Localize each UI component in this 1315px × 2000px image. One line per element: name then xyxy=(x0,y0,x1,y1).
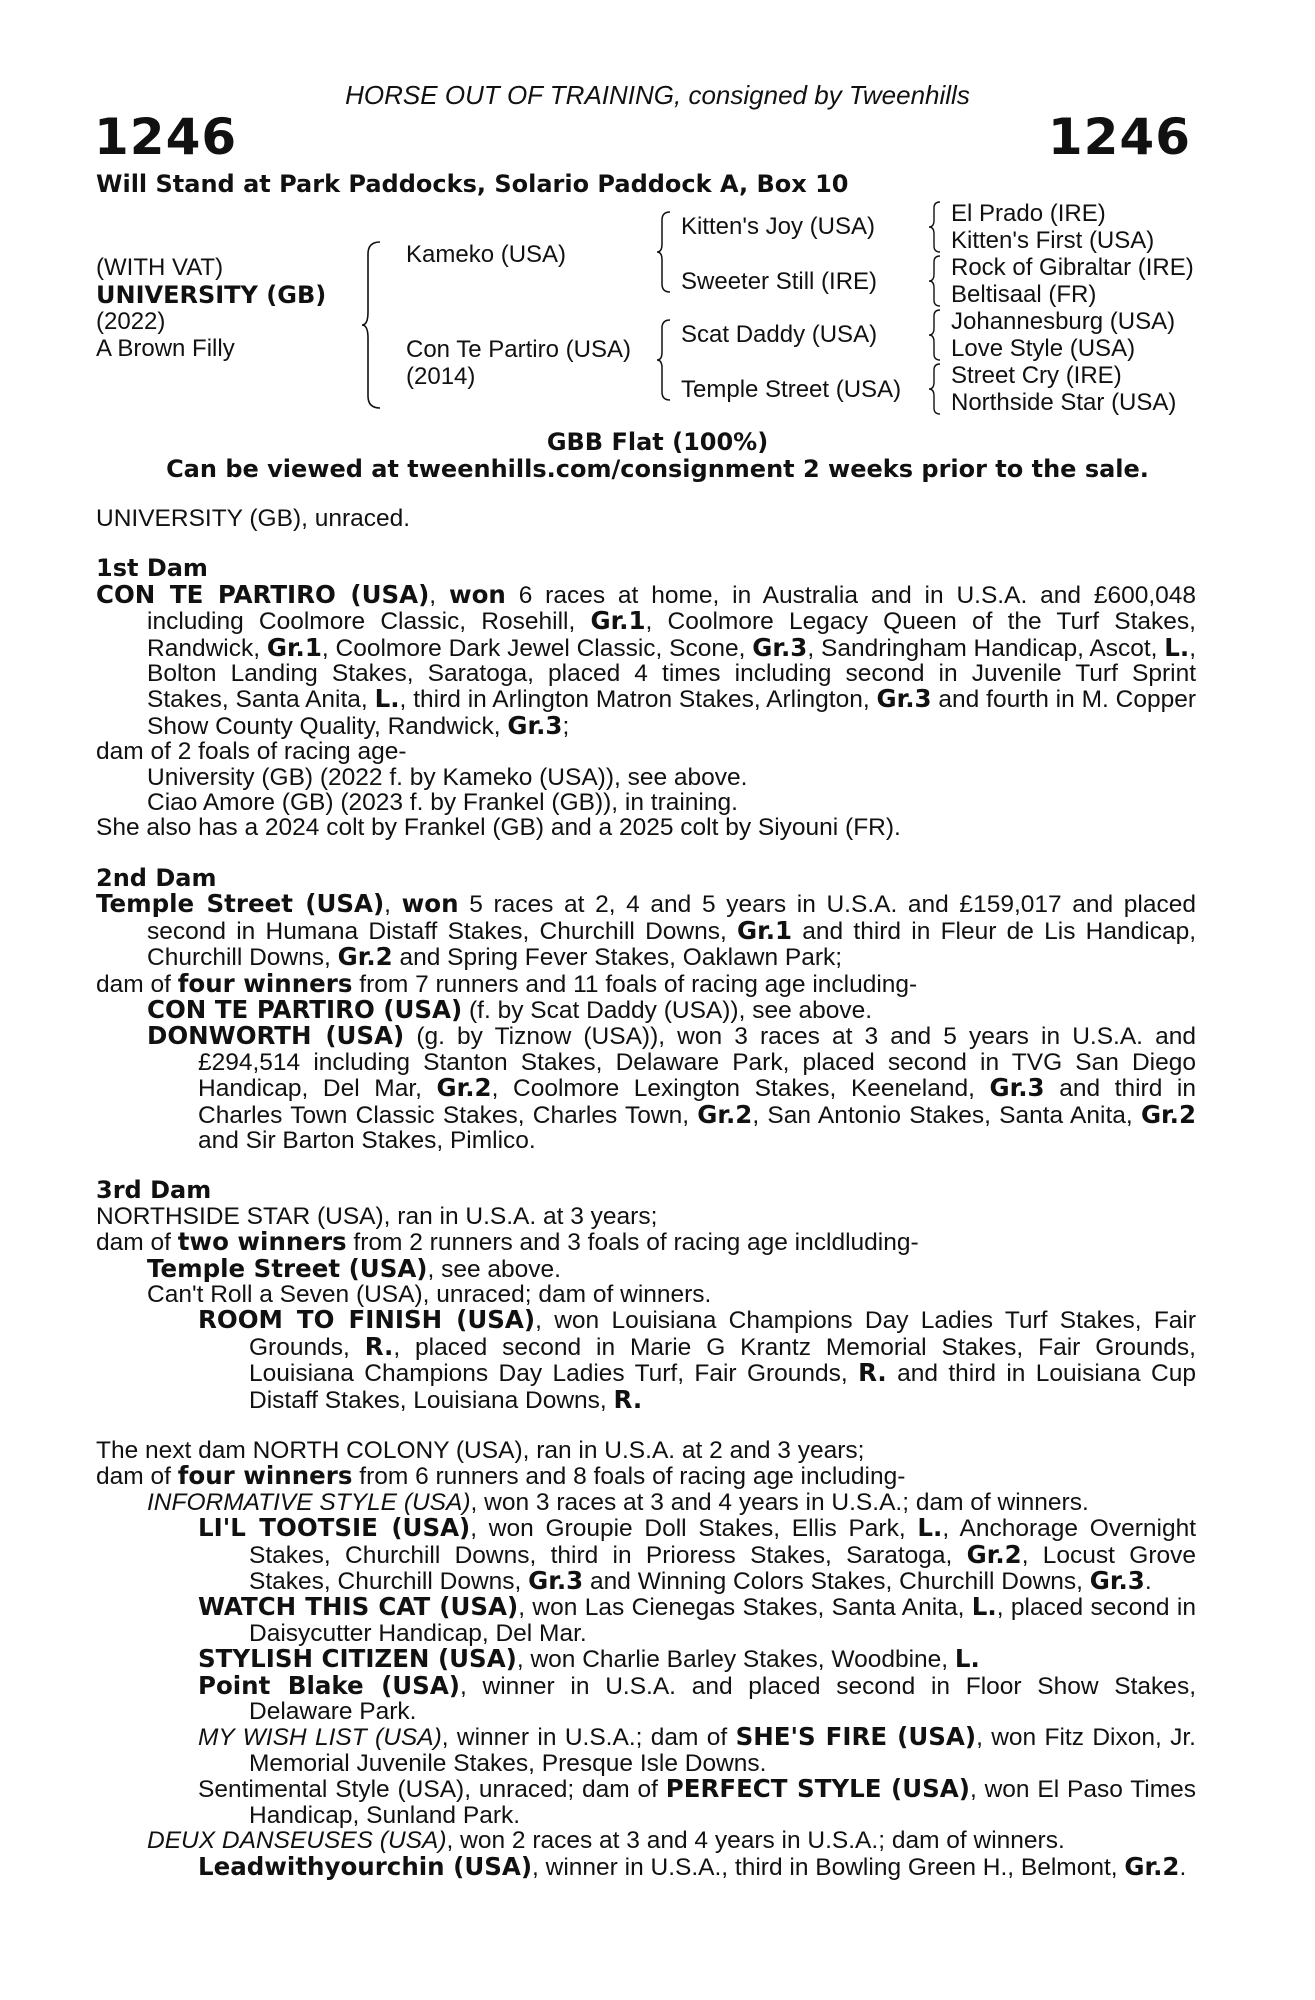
sire: Kameko (USA) xyxy=(406,241,567,268)
dam4-progeny-6-name: MY WISH LIST (USA) xyxy=(198,1724,442,1752)
race-text: , placed second in Marie G Krantz Memorial Stakes, Fair Grounds, Louisiana Champions Day Ladies Turf, Fair Grounds, xyxy=(249,1333,1196,1388)
dam1-also: She also has a 2024 colt by Frankel (GB) and a 2025 colt by Siyouni (FR). xyxy=(96,814,901,842)
race-text: and Winning Colors Stakes, Churchill Downs, xyxy=(583,1568,1090,1596)
race-text: , Sandringham Handicap, Ascot, xyxy=(807,634,1165,662)
dam4-line1: The next dam NORTH COLONY (USA), ran in U.S.A. at 2 and 3 years; xyxy=(96,1437,865,1464)
race-text: , third in Arlington Matron Stakes, Arlington, xyxy=(399,686,877,714)
race-text: . xyxy=(1144,1568,1152,1596)
dam4-progeny-9 xyxy=(96,1851,1196,1881)
dam4-progeny-4-text xyxy=(517,1646,980,1673)
dam3-heading: 3rd Dam xyxy=(96,1176,212,1205)
dam3-progeny-3-name: ROOM TO FINISH (USA) xyxy=(198,1305,536,1335)
lot-number-left: 1246 xyxy=(94,108,238,166)
pedigree-brace-main xyxy=(360,240,384,410)
race-text: 6 races at home, in Australia and in U.S.A. and £600,048 including Coolmore Classic, Rosehill, xyxy=(147,581,1196,636)
race-text: 5 races at 2, 4 and 5 years in U.S.A. and £159,017 and placed second in Humana Distaff Stakes, Churchill Downs, xyxy=(147,891,1196,945)
dam2-dam-of xyxy=(96,968,1196,998)
grandsire-2: Scat Daddy (USA) xyxy=(681,321,878,348)
race-grade: Gr.2 xyxy=(337,942,393,972)
race-grade: Gr.2 xyxy=(697,1099,753,1129)
dam2-record: Temple Street (USA), won 5 races at 2, 4 and 5 years in U.S.A. and £159,017 and placed second in Humana Distaff Stakes, Churchill Downs, Gr.1 and third in Fleur de Lis Handicap, Churchill Downs, Gr.2 and Spring Fever Stakes, Oaklawn Park; xyxy=(96,889,1196,972)
race-text: , Coolmore Legacy Queen of the Turf Stakes, Randwick, xyxy=(147,608,1196,662)
dam4-progeny-2 xyxy=(96,1515,1196,1594)
pedigree-brace-gg4 xyxy=(928,362,944,416)
dam2-progeny-1-name: CON TE PARTIRO (USA) xyxy=(147,994,463,1024)
granddam-2: Temple Street (USA) xyxy=(681,376,902,403)
race-grade: Gr.3 xyxy=(876,684,932,714)
race-text: and third in Charles Town Classic Stakes, Charles Town, xyxy=(198,1075,1196,1129)
dam4-progeny-2-name: LI'L TOOTSIE (USA) xyxy=(198,1513,471,1543)
dam4-progeny-9-grade: Gr.2 xyxy=(1124,1851,1180,1881)
dam4-progeny-5 xyxy=(96,1670,1196,1726)
race-text: and Spring Fever Stakes, Oaklawn Park; xyxy=(392,944,843,972)
dam4-progeny-8-name: DEUX DANSEUSES (USA) xyxy=(147,1827,447,1855)
dam1-foal-1: University (GB) (2022 f. by Kameko (USA)), see above. xyxy=(147,763,748,791)
dam3-winners: two winners xyxy=(177,1227,347,1257)
dam4-progeny-8-text: , won 2 races at 3 and 4 years in U.S.A.; dam of winners. xyxy=(446,1827,1065,1855)
dam4-progeny-1-text: , won 3 races at 3 and 4 years in U.S.A.; dam of winners. xyxy=(470,1488,1089,1516)
dam4-progeny-4-name: STYLISH CITIZEN (USA) xyxy=(198,1644,517,1674)
great-grandparent-5: Johannesburg (USA) xyxy=(951,308,1176,335)
race-text: , placed second in Daisycutter Handicap, Del Mar. xyxy=(249,1594,1196,1647)
dam2-progeny-2-name: DONWORTH (USA) xyxy=(147,1021,405,1051)
pedigree-brace-gg2 xyxy=(928,254,944,308)
dam1-dam-of: dam of 2 foals of racing age- xyxy=(96,738,407,766)
race-grade: Gr.3 xyxy=(752,632,808,662)
dam4-dam-of xyxy=(96,1463,1196,1489)
dam4-dam-of-post: from 6 runners and 8 foals of racing age including- xyxy=(352,1463,906,1491)
dam4-progeny-9-text2: . xyxy=(1179,1853,1187,1881)
race-grade: R. xyxy=(858,1358,887,1388)
dam4-progeny-1-name: INFORMATIVE STYLE (USA) xyxy=(147,1488,471,1516)
gbb-status: GBB Flat (100%) xyxy=(546,428,769,456)
great-grandparent-4: Beltisaal (FR) xyxy=(951,281,1097,308)
dam4-progeny-5-text: , winner in U.S.A. and placed second in Floor Show Stakes, Delaware Park. xyxy=(249,1672,1196,1726)
race-grade: Gr.2 xyxy=(1140,1099,1196,1129)
dam4-progeny-3 xyxy=(96,1594,1196,1646)
dam1-won: won xyxy=(448,579,506,609)
viewing-note: Can be viewed at tweenhills.com/consignment 2 weeks prior to the sale. xyxy=(166,455,1149,483)
dam4-progeny-4 xyxy=(96,1646,1196,1672)
great-grandparent-8: Northside Star (USA) xyxy=(951,389,1177,416)
dam4-progeny-3-name: WATCH THIS CAT (USA) xyxy=(198,1592,519,1622)
race-text: , Coolmore Lexington Stakes, Keeneland, xyxy=(491,1075,990,1103)
dam4-progeny-1 xyxy=(96,1490,1196,1515)
dam2-progeny-2 xyxy=(96,1023,1196,1153)
dam3-progeny-1-text: , see above. xyxy=(427,1255,561,1283)
dam3-progeny-3 xyxy=(96,1307,1196,1413)
dam3-dam-of-post: from 2 runners and 3 foals of racing age incldluding- xyxy=(346,1229,919,1257)
race-text: and fourth in M. Copper Show County Quality, Randwick, xyxy=(147,686,1197,740)
dam4-progeny-7-text2: , won El Paso Times Handicap, Sunland Park. xyxy=(249,1776,1197,1829)
race-text: , Coolmore Dark Jewel Classic, Scone, xyxy=(321,634,753,662)
lot-number-right: 1246 xyxy=(1047,108,1191,166)
race-text: and Sir Barton Stakes, Pimlico. xyxy=(198,1126,536,1154)
granddam-1: Sweeter Still (IRE) xyxy=(681,268,878,295)
dam3-progeny-1 xyxy=(96,1253,1196,1283)
dam4-progeny-9-text1: , winner in U.S.A., third in Bowling Green H., Belmont, xyxy=(532,1853,1125,1881)
dam4-progeny-6-foal: SHE'S FIRE (USA) xyxy=(735,1722,977,1752)
intro-line: UNIVERSITY (GB), unraced. xyxy=(96,505,411,532)
race-text: , Locust Grove Stakes, Churchill Downs, xyxy=(249,1541,1196,1596)
race-text: (g. by Tiznow (USA)), won 3 races at 3 and 5 years in U.S.A. and £294,514 including Stanton Stakes, Delaware Park, placed second in TVG San Diego Handicap, Del Mar, xyxy=(198,1023,1196,1103)
dam1-record: CON TE PARTIRO (USA), won 6 races at home, in Australia and in U.S.A. and £600,048 including Coolmore Classic, Rosehill, Gr.1, Coolmore Legacy Queen of the Turf Stakes, Randwick, Gr.1, Coolmore Dark Jewel Classic, Scone, Gr.3, Sandringham Handicap, Ascot, L., Bolton Landing Stakes, Saratoga, placed 4 times including second in Juvenile Turf Sprint Stakes, Santa Anita, L., third in Arlington Matron Stakes, Arlington, Gr.3 and fourth in M. Copper Show County Quality, Randwick, Gr.3; xyxy=(96,579,1197,740)
horse-year: (2022) xyxy=(96,308,166,335)
dam2-name: Temple Street (USA) xyxy=(96,889,385,919)
great-grandparent-1: El Prado (IRE) xyxy=(951,200,1106,227)
great-grandparent-2: Kitten's First (USA) xyxy=(951,227,1155,254)
race-grade: L. xyxy=(917,1513,943,1543)
dam2-winners: four winners xyxy=(177,968,353,998)
pedigree-brace-dam xyxy=(656,318,674,402)
dam4-progeny-6-text2: , won Fitz Dixon, Jr. Memorial Juvenile Stakes, Presque Isle Downs. xyxy=(249,1724,1196,1777)
great-grandparent-7: Street Cry (IRE) xyxy=(951,362,1122,389)
horse-name: UNIVERSITY (GB) xyxy=(96,281,327,309)
dam3-dam-of-pre: dam of xyxy=(96,1229,178,1257)
dam3-line1: NORTHSIDE STAR (USA), ran in U.S.A. at 3 years; xyxy=(96,1202,658,1230)
dam3-progeny-1-name: Temple Street (USA) xyxy=(147,1253,428,1283)
dam2-won: won xyxy=(401,889,459,919)
race-grade: Gr.3 xyxy=(1089,1566,1145,1596)
catalogue-body xyxy=(96,506,1196,1880)
race-grade: Gr.1 xyxy=(266,632,322,662)
race-text: and third in Louisiana Cup Distaff Stakes, Louisiana Downs, xyxy=(249,1360,1196,1414)
dam2-progeny-1 xyxy=(96,994,1196,1024)
stand-location: Will Stand at Park Paddocks, Solario Paddock A, Box 10 xyxy=(96,170,849,198)
race-text: , won Las Cienegas Stakes, Santa Anita, xyxy=(518,1594,972,1622)
race-grade: L. xyxy=(954,1644,980,1674)
race-grade: Gr.1 xyxy=(590,606,646,636)
great-grandparent-6: Love Style (USA) xyxy=(951,335,1136,362)
race-grade: L. xyxy=(374,684,400,714)
consignment-line: HORSE OUT OF TRAINING, consigned by Tweenhills xyxy=(345,80,970,110)
dam1-heading: 1st Dam xyxy=(96,554,208,583)
dam2-dam-of-pre: dam of xyxy=(96,970,178,998)
race-grade: L. xyxy=(1164,632,1190,662)
race-text: , San Antonio Stakes, Santa Anita, xyxy=(752,1101,1141,1129)
dam4-dam-of-pre: dam of xyxy=(96,1463,178,1491)
race-grade: Gr.3 xyxy=(528,1566,584,1596)
dam4-progeny-5-name: Point Blake (USA) xyxy=(198,1670,460,1700)
dam1-foal-2: Ciao Amore (GB) (2023 f. by Frankel (GB)), in training. xyxy=(147,789,738,817)
dam4-progeny-7 xyxy=(96,1776,1196,1828)
pedigree-brace-gg1 xyxy=(928,200,944,254)
dam4-progeny-9-name: Leadwithyourchin (USA) xyxy=(198,1851,533,1881)
dam1-name: CON TE PARTIRO (USA) xyxy=(96,579,430,609)
race-grade: R. xyxy=(613,1384,643,1414)
race-grade: Gr.2 xyxy=(966,1539,1022,1569)
race-grade: Gr.3 xyxy=(989,1073,1045,1103)
horse-description: A Brown Filly xyxy=(96,335,235,362)
race-grade: L. xyxy=(971,1592,997,1622)
dam2-dam-of-post: from 7 runners and 11 foals of racing age including- xyxy=(352,970,918,998)
dam4-progeny-7-foal: PERFECT STYLE (USA) xyxy=(665,1774,970,1804)
vat-note: (WITH VAT) xyxy=(96,254,224,281)
race-grade: Gr.3 xyxy=(507,710,563,740)
race-text: , won Groupie Doll Stakes, Ellis Park, xyxy=(470,1515,918,1543)
race-text: , won Louisiana Champions Day Ladies Turf Stakes, Fair Grounds, xyxy=(249,1307,1197,1361)
pedigree-brace-sire xyxy=(656,210,674,294)
dam4-progeny-6 xyxy=(96,1724,1196,1776)
dam-year: (2014) xyxy=(406,363,476,390)
dam: Con Te Partiro (USA) xyxy=(406,336,631,363)
dam4-progeny-7-text1: Sentimental Style (USA), unraced; dam of xyxy=(198,1776,666,1804)
pedigree-brace-gg3 xyxy=(928,308,944,362)
grandsire-1: Kitten's Joy (USA) xyxy=(681,213,875,240)
dam3-dam-of xyxy=(96,1229,1196,1255)
dam2-progeny-1-text: (f. by Scat Daddy (USA)), see above. xyxy=(462,996,873,1024)
dam4-winners: four winners xyxy=(177,1461,353,1491)
great-grandparent-3: Rock of Gibraltar (IRE) xyxy=(951,254,1194,281)
dam3-progeny-2: Can't Roll a Seven (USA), unraced; dam of winners. xyxy=(147,1280,712,1308)
race-text: , Anchorage Overnight Stakes, Churchill Downs, third in Prioress Stakes, Saratoga, xyxy=(249,1515,1196,1569)
race-text: ; xyxy=(562,712,570,740)
race-grade: R. xyxy=(364,1331,394,1361)
dam4-progeny-8 xyxy=(96,1828,1196,1853)
race-grade: Gr.1 xyxy=(737,915,793,945)
race-text: and third in Fleur de Lis Handicap, Churchill Downs, xyxy=(147,917,1196,972)
race-text: , Bolton Landing Stakes, Saratoga, placed 4 times including second in Juvenile Turf Sprint Stakes, Santa Anita, xyxy=(147,634,1196,714)
dam2-heading: 2nd Dam xyxy=(96,863,217,892)
race-text: , won Charlie Barley Stakes, Woodbine, xyxy=(516,1646,955,1674)
dam4-progeny-6-text1: , winner in U.S.A.; dam of xyxy=(441,1724,736,1752)
race-grade: Gr.2 xyxy=(436,1073,492,1103)
